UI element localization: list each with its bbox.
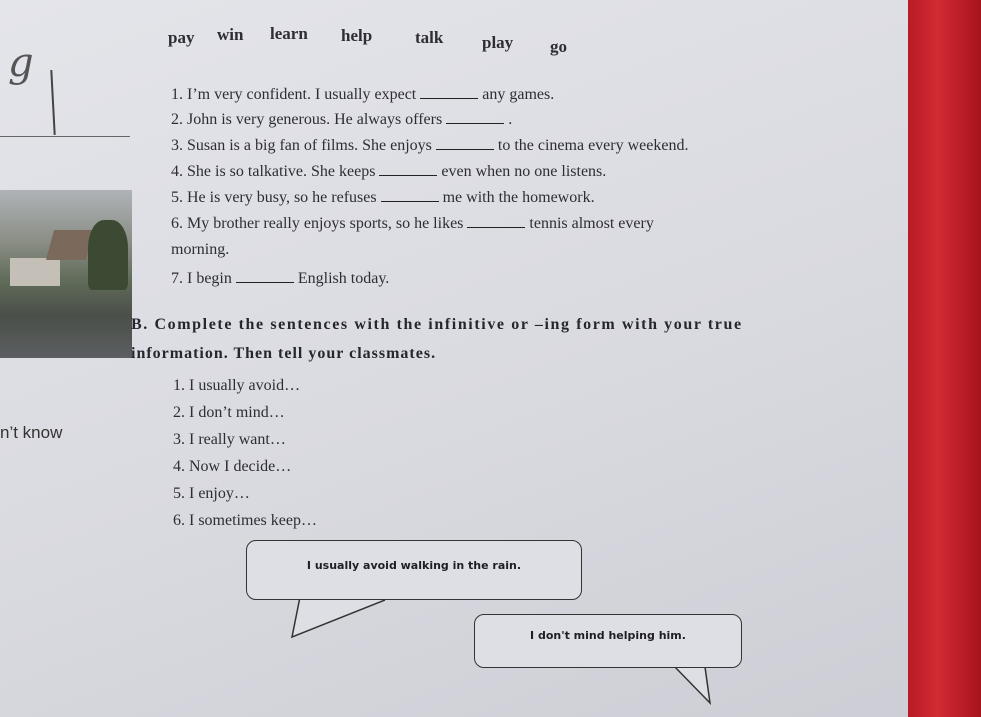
item-text: English today. bbox=[297, 270, 390, 287]
exercise-b-item-5: 5. I enjoy… bbox=[173, 485, 250, 502]
speech-bubble-1 bbox=[246, 540, 582, 600]
exercise-b-item-1: 1. I usually avoid… bbox=[173, 377, 301, 394]
section-b-heading: B. Complete the sentences with the infinitive or –ing form with your true bbox=[131, 316, 743, 333]
item-text: any games. bbox=[482, 86, 555, 103]
item-text: morning. bbox=[171, 241, 230, 258]
item-text: me with the homework. bbox=[442, 189, 595, 206]
word-bank-item: win bbox=[217, 25, 244, 44]
section-b-heading-cont: information. Then tell your classmates. bbox=[131, 345, 437, 362]
item-text: 4. She is so talkative. She keeps bbox=[171, 163, 376, 180]
item-text: 1. I’m very confident. I usually expect bbox=[171, 86, 417, 103]
word-bank-item: play bbox=[482, 33, 514, 52]
bubble-tail-1 bbox=[292, 597, 385, 637]
exercise-b-item-3: 3. I really want… bbox=[173, 431, 286, 448]
exercise-b-item-6: 6. I sometimes keep… bbox=[173, 512, 317, 529]
handwritten-mark: g bbox=[8, 40, 34, 86]
item-text: 3. Susan is a big fan of films. She enjoys bbox=[171, 137, 432, 154]
left-page-fragment: n’t know bbox=[0, 423, 63, 442]
exercise-b-item-4: 4. Now I decide… bbox=[173, 458, 292, 475]
speech-bubble-text: I don't mind helping him. bbox=[530, 629, 686, 642]
word-bank-item: learn bbox=[270, 24, 308, 43]
word-bank-item: talk bbox=[415, 28, 444, 47]
item-text: 6. My brother really enjoys sports, so he likes bbox=[171, 215, 464, 232]
exercise-b-item-2: 2. I don’t mind… bbox=[173, 404, 285, 421]
item-text: to the cinema every weekend. bbox=[497, 137, 689, 154]
item-text: 7. I begin bbox=[171, 270, 232, 287]
item-text: 5. He is very busy, so he refuses bbox=[171, 189, 377, 206]
word-bank-item: go bbox=[550, 37, 567, 56]
item-text: even when no one listens. bbox=[441, 163, 607, 180]
item-text: tennis almost every bbox=[529, 215, 654, 232]
bubble-tail-2 bbox=[673, 665, 710, 703]
speech-bubble-text: I usually avoid walking in the rain. bbox=[306, 559, 522, 572]
word-bank-item: pay bbox=[168, 28, 195, 47]
item-text: 2. John is very generous. He always offers bbox=[171, 111, 443, 128]
item-text: . bbox=[508, 111, 513, 128]
word-bank-item: help bbox=[341, 26, 373, 45]
speech-bubble-2 bbox=[474, 614, 742, 668]
